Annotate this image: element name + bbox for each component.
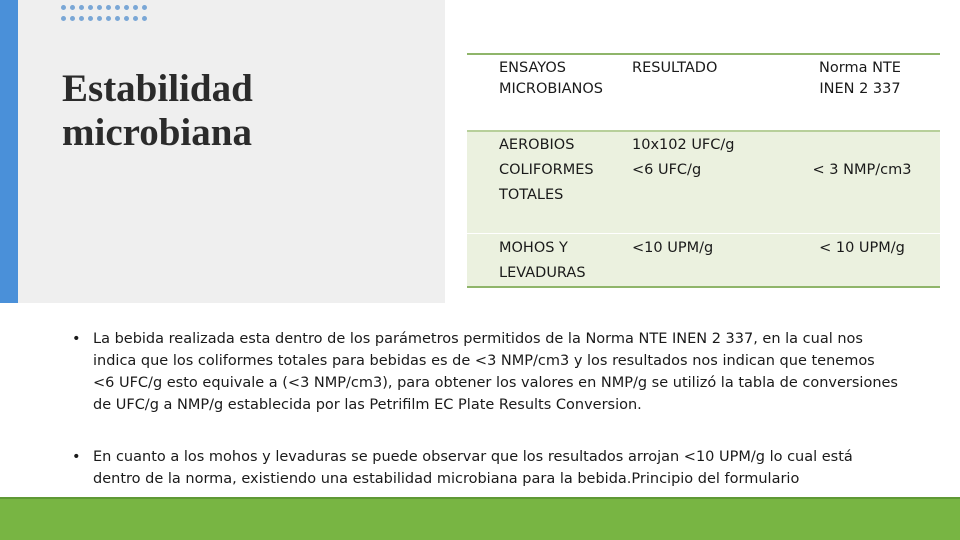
cell-norma: < 3 NMP/cm3 bbox=[792, 131, 940, 234]
footer-bar bbox=[0, 499, 960, 540]
cell-resultado-coliformes: <6 UFC/g bbox=[632, 162, 702, 178]
cell-ensayo bbox=[467, 234, 622, 288]
slide-title bbox=[62, 67, 253, 155]
bullet-list bbox=[70, 328, 900, 490]
cell-resultado: <10 UPM/g bbox=[622, 234, 792, 288]
decorative-dots bbox=[61, 5, 161, 27]
table-header-row bbox=[467, 54, 940, 131]
bullet-item: • En cuanto a los mohos y levaduras se puede observar que los resultados arrojan <10 UPM/g lo cual está dentro de la norma, existiendo una estabilidad microbiana para la bebida.Principio del formulario bbox=[70, 446, 900, 490]
header-ensayos bbox=[467, 54, 622, 131]
slide-title-line2: microbiana bbox=[62, 111, 252, 154]
bullet-item: • La bebida realizada esta dentro de los parámetros permitidos de la Norma NTE INEN 2 337, en la cual nos indica que los coliformes totales para bebidas es de <3 NMP/cm3 y los resultados nos indican que tenemos <6 UFC/g esto equivale a (<3 NMP/cm3), para obtener los valores en NMP/g se utilizó la tabla de conversiones de UFC/g a NMP/g establecida por las Petrifilm EC Plate Results Conversion. bbox=[70, 328, 900, 416]
cell-ensayo-mohos: MOHOS Y LEVADURAS bbox=[499, 240, 586, 281]
header-resultado: RESULTADO bbox=[622, 54, 792, 131]
table-row bbox=[467, 234, 940, 288]
cell-resultado-aerobios: 10x102 UFC/g bbox=[632, 137, 735, 153]
accent-bar bbox=[0, 0, 18, 303]
header-norma: Norma NTE INEN 2 337 bbox=[792, 54, 940, 131]
results-table bbox=[467, 53, 940, 288]
cell-ensayo-coliformes: COLIFORMES TOTALES bbox=[499, 162, 594, 203]
cell-ensayo bbox=[467, 131, 622, 234]
slide-title-line1: Estabilidad bbox=[62, 67, 253, 110]
cell-ensayo-aerobios: AEROBIOS bbox=[499, 137, 575, 153]
cell-norma: < 10 UPM/g bbox=[792, 234, 940, 288]
cell-resultado bbox=[622, 131, 792, 234]
header-ensayos-text: ENSAYOS MICROBIANOS bbox=[499, 60, 604, 97]
results-table-container bbox=[467, 53, 940, 288]
table-row bbox=[467, 131, 940, 234]
